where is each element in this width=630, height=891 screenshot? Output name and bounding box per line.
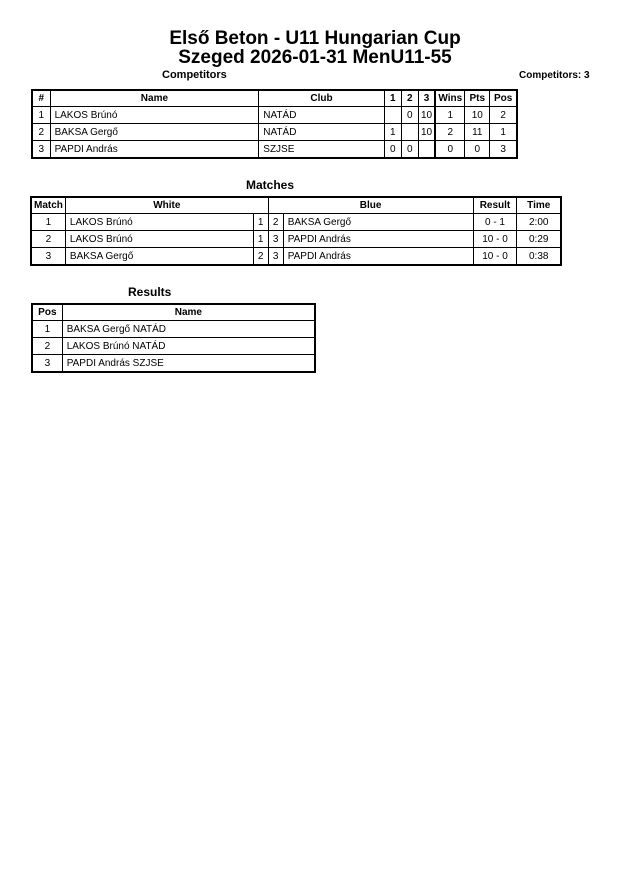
- cell-result: 0 - 1: [473, 214, 517, 231]
- cell-round-3: [418, 141, 435, 159]
- cell-blue-num: 3: [268, 231, 283, 248]
- col-name: Name: [62, 304, 315, 321]
- col-club: Club: [259, 90, 384, 107]
- table-row: [32, 321, 315, 338]
- table-row: [32, 107, 517, 124]
- cell-blue: BAKSA Gergő: [283, 214, 473, 231]
- cell-result: 10 - 0: [473, 231, 517, 248]
- table-row: [32, 124, 517, 141]
- cell-match: 3: [31, 248, 65, 266]
- cell-blue-num: 3: [268, 248, 283, 266]
- col-match: Match: [31, 197, 65, 214]
- cell-white-num: 1: [253, 214, 268, 231]
- col-time: Time: [517, 197, 561, 214]
- cell-round-2: 0: [401, 141, 418, 159]
- col-num: #: [32, 90, 50, 107]
- cell-time: 0:29: [517, 231, 561, 248]
- table-row: [32, 355, 315, 373]
- cell-round-3: 10: [418, 124, 435, 141]
- cell-round-3: 10: [418, 107, 435, 124]
- cell-blue: PAPDI András: [283, 231, 473, 248]
- cell-name: PAPDI András SZJSE: [62, 355, 315, 373]
- cell-blue: PAPDI András: [283, 248, 473, 266]
- cell-name: PAPDI András: [50, 141, 259, 159]
- cell-round-2: [401, 124, 418, 141]
- title-line-1: Első Beton - U11 Hungarian Cup: [169, 28, 461, 49]
- cell-pos: 3: [32, 355, 62, 373]
- cell-pts: 11: [465, 124, 490, 141]
- cell-time: 2:00: [517, 214, 561, 231]
- table-row: [32, 338, 315, 355]
- cell-club: NATÁD: [259, 124, 384, 141]
- cell-num: 3: [32, 141, 50, 159]
- cell-time: 0:38: [517, 248, 561, 266]
- cell-pts: 10: [465, 107, 490, 124]
- cell-num: 1: [32, 107, 50, 124]
- col-result: Result: [473, 197, 517, 214]
- cell-name: LAKOS Brúnó: [50, 107, 259, 124]
- cell-match: 2: [31, 231, 65, 248]
- cell-wins: 0: [435, 141, 464, 159]
- cell-club: SZJSE: [259, 141, 384, 159]
- col-pts: Pts: [465, 90, 490, 107]
- cell-result: 10 - 0: [473, 248, 517, 266]
- matches-header-row: [31, 197, 561, 214]
- cell-white: BAKSA Gergő: [65, 248, 253, 266]
- results-heading: Results: [128, 285, 172, 299]
- cell-pos: 1: [32, 321, 62, 338]
- cell-name: LAKOS Brúnó NATÁD: [62, 338, 315, 355]
- col-pos: Pos: [32, 304, 62, 321]
- cell-blue-num: 2: [268, 214, 283, 231]
- competitors-table: [31, 89, 518, 159]
- competitors-heading: Competitors: [162, 69, 227, 81]
- cell-pos: 3: [490, 141, 517, 159]
- cell-club: NATÁD: [259, 107, 384, 124]
- cell-pts: 0: [465, 141, 490, 159]
- cell-pos: 2: [32, 338, 62, 355]
- results-header-row: [32, 304, 315, 321]
- matches-table: [30, 196, 562, 266]
- competitors-count: Competitors: 3: [519, 70, 590, 81]
- cell-pos: 2: [490, 107, 517, 124]
- col-pos: Pos: [490, 90, 517, 107]
- table-row: [32, 141, 517, 159]
- cell-pos: 1: [490, 124, 517, 141]
- cell-white: LAKOS Brúnó: [65, 214, 253, 231]
- cell-num: 2: [32, 124, 50, 141]
- cell-wins: 1: [435, 107, 464, 124]
- col-round-1: 1: [384, 90, 401, 107]
- cell-round-1: 1: [384, 124, 401, 141]
- col-round-3: 3: [418, 90, 435, 107]
- cell-name: BAKSA Gergő: [50, 124, 259, 141]
- matches-heading: Matches: [246, 178, 295, 192]
- title-line-2: Szeged 2026-01-31 MenU11-55: [178, 47, 452, 68]
- col-wins: Wins: [435, 90, 464, 107]
- cell-name: BAKSA Gergő NATÁD: [62, 321, 315, 338]
- col-name: Name: [50, 90, 259, 107]
- cell-white-num: 2: [253, 248, 268, 266]
- table-row: [31, 231, 561, 248]
- cell-round-1: [384, 107, 401, 124]
- cell-round-2: 0: [401, 107, 418, 124]
- cell-round-1: 0: [384, 141, 401, 159]
- col-white: White: [65, 197, 268, 214]
- table-row: [31, 214, 561, 231]
- table-row: [31, 248, 561, 266]
- cell-wins: 2: [435, 124, 464, 141]
- results-table: [31, 303, 316, 373]
- col-round-2: 2: [401, 90, 418, 107]
- competitors-header-row: [32, 90, 517, 107]
- cell-match: 1: [31, 214, 65, 231]
- cell-white: LAKOS Brúnó: [65, 231, 253, 248]
- col-blue: Blue: [268, 197, 473, 214]
- cell-white-num: 1: [253, 231, 268, 248]
